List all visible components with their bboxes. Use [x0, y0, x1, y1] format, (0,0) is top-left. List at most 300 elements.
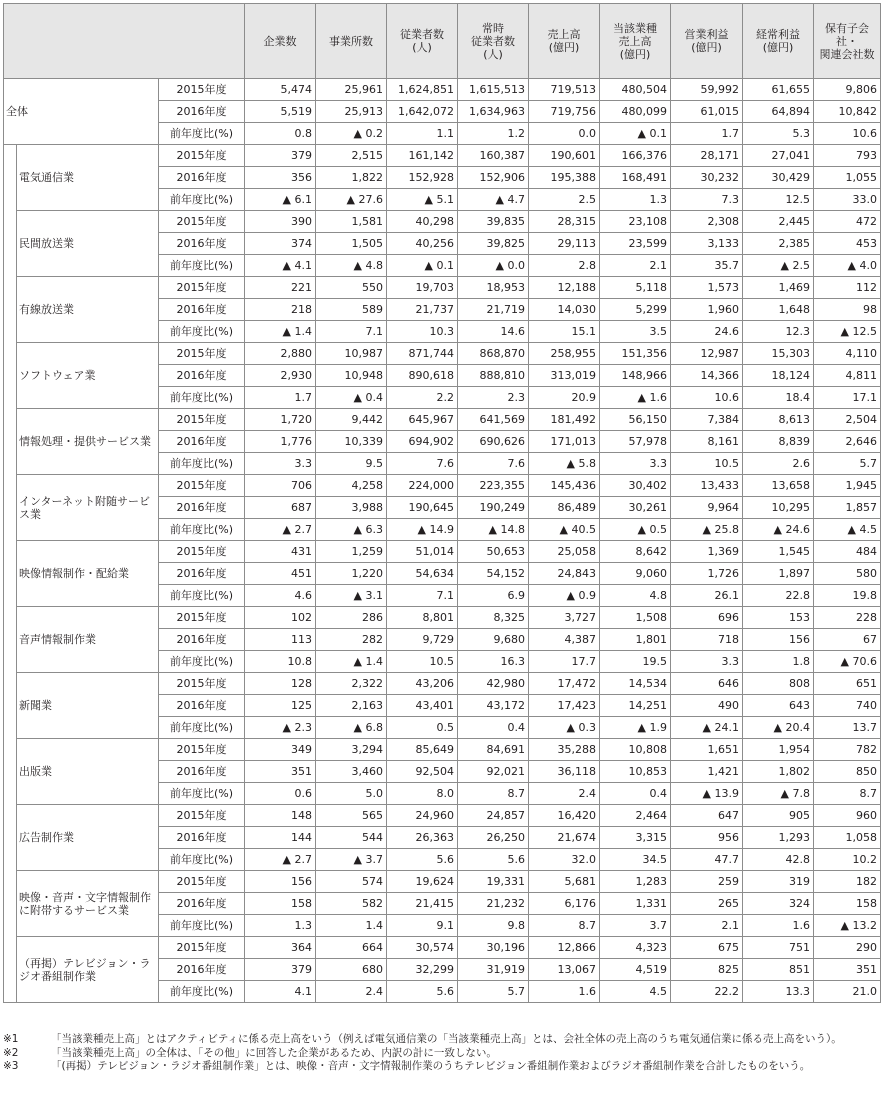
table-cell: 1,776 [245, 431, 316, 453]
table-row [4, 277, 881, 299]
table-cell: 589 [316, 299, 387, 321]
table-cell: 14,251 [600, 695, 671, 717]
table-cell: 680 [316, 959, 387, 981]
table-cell: 92,021 [458, 761, 529, 783]
table-cell: 10,339 [316, 431, 387, 453]
table-cell: 4,258 [316, 475, 387, 497]
table-cell: 740 [814, 695, 881, 717]
table-cell: ▲ 7.8 [743, 783, 814, 805]
table-cell: 54,634 [387, 563, 458, 585]
table-cell: 148 [245, 805, 316, 827]
table-cell: 10,295 [743, 497, 814, 519]
table-cell: 1,573 [671, 277, 743, 299]
table-cell: 145,436 [529, 475, 600, 497]
table-cell: 9,964 [671, 497, 743, 519]
table-cell: 2.4 [316, 981, 387, 1003]
table-cell: 888,810 [458, 365, 529, 387]
table-cell: 7.6 [387, 453, 458, 475]
row-label: 前年度比(%) [159, 981, 245, 1003]
footnotes [3, 1033, 880, 1074]
table-cell: 153 [743, 607, 814, 629]
table-cell: ▲ 0.1 [387, 255, 458, 277]
table-cell: 379 [245, 145, 316, 167]
table-cell: 16,420 [529, 805, 600, 827]
table-cell: 1,642,072 [387, 101, 458, 123]
row-label: 2015年度 [159, 145, 245, 167]
table-cell: 451 [245, 563, 316, 585]
table-cell: 9.8 [458, 915, 529, 937]
table-cell: 61,655 [743, 79, 814, 101]
table-cell: 4.8 [600, 585, 671, 607]
table-cell: 1,802 [743, 761, 814, 783]
table-cell: 3,133 [671, 233, 743, 255]
row-label: 2016年度 [159, 695, 245, 717]
row-label: 2016年度 [159, 959, 245, 981]
table-cell: 32.0 [529, 849, 600, 871]
table-cell: 2.3 [458, 387, 529, 409]
table-cell: 480,099 [600, 101, 671, 123]
table-cell: 19.5 [600, 651, 671, 673]
row-label: 2016年度 [159, 497, 245, 519]
table-cell: 12,866 [529, 937, 600, 959]
table-cell: 374 [245, 233, 316, 255]
table-cell: ▲ 24.1 [671, 717, 743, 739]
table-cell: 871,744 [387, 343, 458, 365]
table-cell: 3,315 [600, 827, 671, 849]
table-cell: ▲ 0.9 [529, 585, 600, 607]
table-cell: 158 [245, 893, 316, 915]
indent-cell [4, 607, 17, 673]
table-cell: ▲ 0.0 [458, 255, 529, 277]
table-cell: 8.7 [458, 783, 529, 805]
table-cell: 349 [245, 739, 316, 761]
table-cell: 3,727 [529, 607, 600, 629]
table-cell: 166,376 [600, 145, 671, 167]
table-cell: 1,726 [671, 563, 743, 585]
table-cell: 5.0 [316, 783, 387, 805]
table-cell: 4,323 [600, 937, 671, 959]
table-cell: 86,489 [529, 497, 600, 519]
table-cell: 2.4 [529, 783, 600, 805]
table-cell: 1,960 [671, 299, 743, 321]
table-cell: 4.1 [245, 981, 316, 1003]
table-cell: 646 [671, 673, 743, 695]
table-cell: 1,469 [743, 277, 814, 299]
table-cell: 18,124 [743, 365, 814, 387]
table-cell: ▲ 0.2 [316, 123, 387, 145]
row-label: 2015年度 [159, 277, 245, 299]
table-row [4, 79, 881, 101]
table-cell: 23,108 [600, 211, 671, 233]
table-cell: 582 [316, 893, 387, 915]
table-cell: 19.8 [814, 585, 881, 607]
table-cell: 1,369 [671, 541, 743, 563]
table-cell: 42.8 [743, 849, 814, 871]
table-cell: 19,331 [458, 871, 529, 893]
table-cell: 1,945 [814, 475, 881, 497]
table-cell: 675 [671, 937, 743, 959]
table-cell: ▲ 1.6 [600, 387, 671, 409]
table-cell: 21.0 [814, 981, 881, 1003]
indent-cell [4, 277, 17, 343]
table-cell: 26.1 [671, 585, 743, 607]
table-cell: 10,987 [316, 343, 387, 365]
table-cell: 35,288 [529, 739, 600, 761]
table-cell: 21,415 [387, 893, 458, 915]
table-cell: 0.5 [387, 717, 458, 739]
col-header: 事業所数 [316, 4, 387, 79]
table-cell: 1,508 [600, 607, 671, 629]
table-cell: 1,505 [316, 233, 387, 255]
table-cell: 36,118 [529, 761, 600, 783]
table-cell: 484 [814, 541, 881, 563]
table-cell: 2,504 [814, 409, 881, 431]
table-cell: ▲ 70.6 [814, 651, 881, 673]
table-cell: 0.6 [245, 783, 316, 805]
table-cell: 30,429 [743, 167, 814, 189]
row-label: 2016年度 [159, 365, 245, 387]
table-cell: 40,298 [387, 211, 458, 233]
table-cell: 30,402 [600, 475, 671, 497]
table-cell: 113 [245, 629, 316, 651]
table-cell: 30,196 [458, 937, 529, 959]
table-cell: 22.2 [671, 981, 743, 1003]
table-cell: 148,966 [600, 365, 671, 387]
row-label: 前年度比(%) [159, 585, 245, 607]
table-cell: 152,928 [387, 167, 458, 189]
table-cell: ▲ 0.5 [600, 519, 671, 541]
table-cell: ▲ 5.8 [529, 453, 600, 475]
table-cell: 890,618 [387, 365, 458, 387]
group-label: 全体 [4, 79, 159, 145]
table-cell: 5.7 [458, 981, 529, 1003]
table-cell: 1,822 [316, 167, 387, 189]
table-cell: 7.3 [671, 189, 743, 211]
table-cell: 1.8 [743, 651, 814, 673]
table-cell: 156 [743, 629, 814, 651]
table-cell: 0.0 [529, 123, 600, 145]
table-cell: 182 [814, 871, 881, 893]
table-row [4, 409, 881, 431]
col-header: 従業者数 (人) [387, 4, 458, 79]
indent-cell [4, 673, 17, 739]
table-cell: 10.5 [671, 453, 743, 475]
table-cell: 1,331 [600, 893, 671, 915]
table-cell: 850 [814, 761, 881, 783]
table-cell: 218 [245, 299, 316, 321]
table-cell: 3.5 [600, 321, 671, 343]
row-label: 2015年度 [159, 343, 245, 365]
table-cell: 190,645 [387, 497, 458, 519]
table-cell: 313,019 [529, 365, 600, 387]
footnote-mark: ※3 [3, 1060, 19, 1072]
table-cell: 29,113 [529, 233, 600, 255]
table-cell: 8,839 [743, 431, 814, 453]
row-label: 2015年度 [159, 409, 245, 431]
table-cell: 1,058 [814, 827, 881, 849]
table-cell: 17.1 [814, 387, 881, 409]
table-cell: 98 [814, 299, 881, 321]
table-cell: 13.7 [814, 717, 881, 739]
table-cell: 14,030 [529, 299, 600, 321]
table-cell: 1,648 [743, 299, 814, 321]
table-cell: 12.3 [743, 321, 814, 343]
table-cell: 960 [814, 805, 881, 827]
table-cell: 1.7 [245, 387, 316, 409]
table-cell: 161,142 [387, 145, 458, 167]
table-cell: 168,491 [600, 167, 671, 189]
table-row [4, 739, 881, 761]
table-cell: 868,870 [458, 343, 529, 365]
table-cell: ▲ 24.6 [743, 519, 814, 541]
row-label: 2015年度 [159, 739, 245, 761]
table-cell: 351 [814, 959, 881, 981]
table-cell: 64,894 [743, 101, 814, 123]
group-label: 映像情報制作・配給業 [17, 541, 159, 607]
statistics-table-container [3, 3, 880, 1003]
table-cell: 5,299 [600, 299, 671, 321]
table-cell: 223,355 [458, 475, 529, 497]
table-cell: 694,902 [387, 431, 458, 453]
table-cell: 1,720 [245, 409, 316, 431]
table-cell: 4,519 [600, 959, 671, 981]
table-cell: ▲ 3.7 [316, 849, 387, 871]
table-cell: 1.4 [316, 915, 387, 937]
table-cell: 1.3 [245, 915, 316, 937]
table-cell: 40,256 [387, 233, 458, 255]
table-cell: 259 [671, 871, 743, 893]
table-cell: 2,322 [316, 673, 387, 695]
table-cell: 0.4 [600, 783, 671, 805]
table-cell: 905 [743, 805, 814, 827]
group-label: 広告制作業 [17, 805, 159, 871]
table-cell: 27,041 [743, 145, 814, 167]
table-cell: 67 [814, 629, 881, 651]
table-cell: 34.5 [600, 849, 671, 871]
table-cell: 25,058 [529, 541, 600, 563]
indent-cell [4, 145, 17, 211]
table-cell: 282 [316, 629, 387, 651]
table-cell: 10,853 [600, 761, 671, 783]
indent-cell [4, 211, 17, 277]
table-cell: 2.6 [743, 453, 814, 475]
table-cell: 19,624 [387, 871, 458, 893]
table-cell: 15,303 [743, 343, 814, 365]
table-cell: 61,015 [671, 101, 743, 123]
table-cell: 851 [743, 959, 814, 981]
table-cell: ▲ 14.9 [387, 519, 458, 541]
table-cell: 351 [245, 761, 316, 783]
table-cell: 12.5 [743, 189, 814, 211]
table-cell: 1,259 [316, 541, 387, 563]
table-cell: 24,843 [529, 563, 600, 585]
table-cell: 30,232 [671, 167, 743, 189]
table-cell: 7.1 [316, 321, 387, 343]
col-header: 経常利益 (億円) [743, 4, 814, 79]
table-cell: 152,906 [458, 167, 529, 189]
table-cell: 324 [743, 893, 814, 915]
table-cell: 8,642 [600, 541, 671, 563]
row-label: 2016年度 [159, 827, 245, 849]
table-cell: ▲ 12.5 [814, 321, 881, 343]
row-label: 前年度比(%) [159, 453, 245, 475]
table-cell: 144 [245, 827, 316, 849]
row-label: 2016年度 [159, 629, 245, 651]
table-cell: 5,474 [245, 79, 316, 101]
table-cell: 57,978 [600, 431, 671, 453]
table-cell: 190,249 [458, 497, 529, 519]
table-cell: 356 [245, 167, 316, 189]
table-cell: 18.4 [743, 387, 814, 409]
table-cell: 10.8 [245, 651, 316, 673]
col-header: 営業利益 (億円) [671, 4, 743, 79]
table-cell: 2.8 [529, 255, 600, 277]
table-cell: ▲ 0.1 [600, 123, 671, 145]
table-cell: 14.6 [458, 321, 529, 343]
row-label: 2015年度 [159, 937, 245, 959]
table-cell: 379 [245, 959, 316, 981]
table-cell: ▲ 13.2 [814, 915, 881, 937]
table-cell: ▲ 5.1 [387, 189, 458, 211]
indent-cell [4, 409, 17, 475]
table-cell: 112 [814, 277, 881, 299]
table-cell: 5,519 [245, 101, 316, 123]
row-label: 2015年度 [159, 211, 245, 233]
table-cell: 5,681 [529, 871, 600, 893]
col-header: 企業数 [245, 4, 316, 79]
table-cell: 364 [245, 937, 316, 959]
table-cell: 651 [814, 673, 881, 695]
group-label: 映像・音声・文字情報制作に附帯するサービス業 [17, 871, 159, 937]
table-cell: 42,980 [458, 673, 529, 695]
table-cell: 4,387 [529, 629, 600, 651]
table-cell: 6,176 [529, 893, 600, 915]
row-label: 前年度比(%) [159, 255, 245, 277]
table-cell: 14,366 [671, 365, 743, 387]
table-cell: 20.9 [529, 387, 600, 409]
table-cell: 25,961 [316, 79, 387, 101]
table-cell: 17,472 [529, 673, 600, 695]
indent-cell [4, 343, 17, 409]
table-cell: 580 [814, 563, 881, 585]
table-cell: 31,919 [458, 959, 529, 981]
table-cell: 12,188 [529, 277, 600, 299]
footnote [3, 1033, 880, 1047]
table-cell: 9,060 [600, 563, 671, 585]
row-label: 2016年度 [159, 893, 245, 915]
table-cell: 9,680 [458, 629, 529, 651]
table-cell: ▲ 4.8 [316, 255, 387, 277]
table-cell: 28,315 [529, 211, 600, 233]
table-cell: 647 [671, 805, 743, 827]
table-cell: 26,250 [458, 827, 529, 849]
table-cell: ▲ 0.4 [316, 387, 387, 409]
table-cell: 5,118 [600, 277, 671, 299]
table-cell: 565 [316, 805, 387, 827]
table-cell: 1,545 [743, 541, 814, 563]
table-cell: 8,801 [387, 607, 458, 629]
table-cell: 9.5 [316, 453, 387, 475]
col-header: 保有子会社・ 関連会社数 [814, 4, 881, 79]
group-label: （再掲）テレビジョン・ラジオ番組制作業 [17, 937, 159, 1003]
table-cell: 472 [814, 211, 881, 233]
table-cell: ▲ 3.1 [316, 585, 387, 607]
indent-cell [4, 739, 17, 805]
table-cell: 24,857 [458, 805, 529, 827]
col-header: 当該業種 売上高 (億円) [600, 4, 671, 79]
group-label: ソフトウェア業 [17, 343, 159, 409]
table-cell: ▲ 1.4 [316, 651, 387, 673]
row-label: 2015年度 [159, 871, 245, 893]
table-cell: ▲ 4.7 [458, 189, 529, 211]
table-cell: 2,308 [671, 211, 743, 233]
footnote-mark: ※1 [3, 1033, 19, 1045]
table-cell: 195,388 [529, 167, 600, 189]
table-cell: 30,261 [600, 497, 671, 519]
table-cell: 39,835 [458, 211, 529, 233]
table-cell: 47.7 [671, 849, 743, 871]
row-label: 前年度比(%) [159, 123, 245, 145]
table-cell: ▲ 1.4 [245, 321, 316, 343]
footnote-mark: ※2 [3, 1046, 19, 1059]
indent-cell [4, 871, 17, 937]
table-cell: 17.7 [529, 651, 600, 673]
table-cell: 718 [671, 629, 743, 651]
table-cell: 5.6 [387, 849, 458, 871]
table-cell: 59,992 [671, 79, 743, 101]
table-cell: 12,987 [671, 343, 743, 365]
table-cell: 1,283 [600, 871, 671, 893]
table-cell: 54,152 [458, 563, 529, 585]
row-label: 2015年度 [159, 541, 245, 563]
table-cell: 4.6 [245, 585, 316, 607]
table-cell: 2,515 [316, 145, 387, 167]
table-cell: 1.3 [600, 189, 671, 211]
table-cell: 160,387 [458, 145, 529, 167]
table-cell: 13.3 [743, 981, 814, 1003]
table-cell: 102 [245, 607, 316, 629]
row-label: 前年度比(%) [159, 717, 245, 739]
table-cell: ▲ 4.5 [814, 519, 881, 541]
table-cell: 8,161 [671, 431, 743, 453]
table-cell: 1.1 [387, 123, 458, 145]
table-cell: 21,719 [458, 299, 529, 321]
table-row [4, 343, 881, 365]
table-cell: 258,955 [529, 343, 600, 365]
table-cell: 2,163 [316, 695, 387, 717]
row-label: 2015年度 [159, 475, 245, 497]
table-cell: 1,857 [814, 497, 881, 519]
footnote-text: 「当該業種売上高」の全体は、「その他」に回答した企業があるため、内訳の計に一致しない。 [51, 1046, 497, 1059]
col-header: 売上高 (億円) [529, 4, 600, 79]
table-cell: 390 [245, 211, 316, 233]
indent-cell [4, 541, 17, 607]
header-row [4, 4, 881, 79]
row-label: 前年度比(%) [159, 189, 245, 211]
table-cell: 550 [316, 277, 387, 299]
table-cell: 50,653 [458, 541, 529, 563]
table-cell: ▲ 14.8 [458, 519, 529, 541]
row-label: 前年度比(%) [159, 915, 245, 937]
table-cell: 224,000 [387, 475, 458, 497]
table-cell: 8.7 [814, 783, 881, 805]
table-cell: 181,492 [529, 409, 600, 431]
table-cell: 690,626 [458, 431, 529, 453]
table-cell: 1,954 [743, 739, 814, 761]
table-cell: ▲ 2.5 [743, 255, 814, 277]
table-cell: 687 [245, 497, 316, 519]
table-cell: 158 [814, 893, 881, 915]
